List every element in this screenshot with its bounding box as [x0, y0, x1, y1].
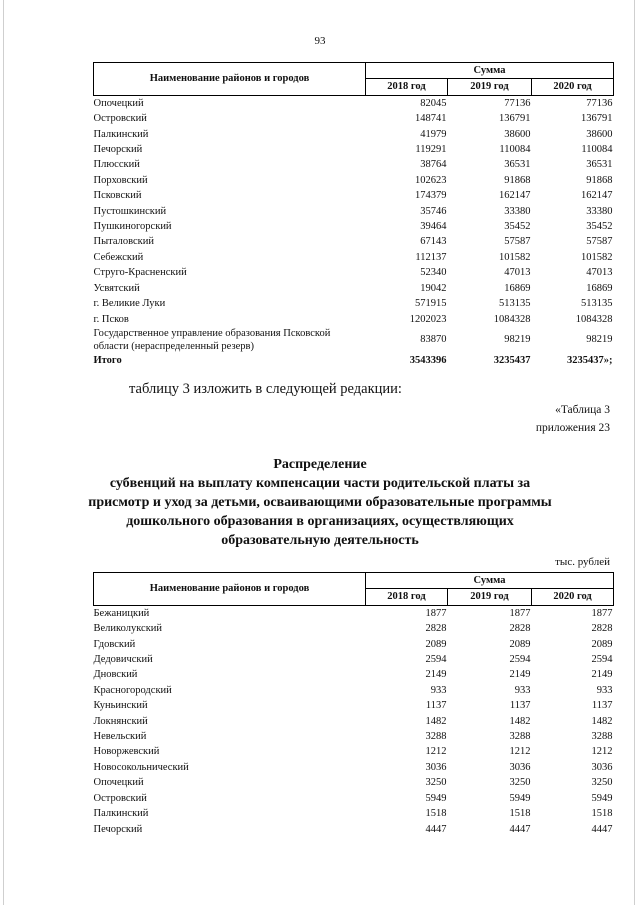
value-cell-2018: 67143	[420, 236, 447, 248]
value-cell-2019: 36531	[504, 159, 531, 171]
row-name-cell: Палкинский	[93, 808, 149, 820]
value-cell-2020: 101582	[581, 251, 613, 263]
value-cell-2020: 1084328	[575, 313, 613, 325]
column-header-2019: 2019 год	[448, 589, 532, 605]
table-row	[94, 637, 614, 652]
table-parental-fee-compensation	[93, 572, 614, 837]
value-cell-2018: 3250	[425, 777, 447, 789]
row-name-cell: г. Великие Луки	[93, 298, 166, 310]
table-row	[94, 327, 614, 353]
value-cell-2020: 1212	[591, 746, 613, 758]
row-name-cell: Печорский	[93, 823, 143, 835]
value-cell-2020: 3250	[591, 777, 613, 789]
column-header-sum: Сумма	[366, 63, 614, 79]
table-row	[94, 95, 614, 111]
row-name-cell: Новосокольнический	[93, 761, 189, 773]
row-name-cell: Гдовский	[93, 638, 136, 650]
value-cell-2018: 3288	[425, 731, 447, 743]
row-name-cell: Великолукский	[93, 623, 163, 635]
table-row	[94, 111, 614, 126]
table-row	[94, 605, 614, 621]
row-name-cell: Плюсский	[93, 159, 140, 171]
value-cell-2018: 1518	[425, 808, 447, 820]
value-cell-2019: 91868	[504, 174, 531, 186]
value-cell-2020: 57587	[586, 236, 613, 248]
value-cell-2018: 83870	[420, 334, 447, 346]
value-cell-2019: 33380	[504, 205, 531, 217]
table-row	[94, 127, 614, 142]
value-cell-2018: 52340	[420, 267, 447, 279]
row-name-cell: Псковский	[93, 190, 142, 202]
value-cell-2018: 112137	[415, 251, 447, 263]
table-row	[94, 250, 614, 265]
value-cell-2020: 2828	[591, 623, 613, 635]
row-name-cell: Пустошкинский	[93, 205, 167, 217]
row-name-cell: Себежский	[93, 251, 144, 263]
total-value-2019: 3235437	[493, 354, 531, 366]
value-cell-2020: 98219	[586, 334, 613, 346]
heading-line: субвенций на выплату компенсации части родительской платы за	[109, 476, 531, 491]
column-header-2018: 2018 год	[366, 589, 448, 605]
row-name-cell: Струго-Красненский	[93, 267, 187, 279]
table-row	[94, 173, 614, 188]
value-cell-2018: 19042	[420, 282, 447, 294]
table-row	[94, 683, 614, 698]
value-cell-2018: 2594	[425, 654, 447, 666]
row-name-cell: Куньинский	[93, 700, 148, 712]
table-row	[94, 265, 614, 280]
value-cell-2019: 3036	[509, 761, 531, 773]
units-label: тыс. рублей	[555, 556, 610, 568]
row-name-cell: Пыталовский	[93, 236, 154, 248]
heading-line: образовательную деятельность	[221, 533, 419, 548]
column-header-2020: 2020 год	[532, 589, 614, 605]
row-name-cell: Новоржевский	[93, 746, 160, 758]
column-header-2020: 2020 год	[532, 79, 614, 95]
value-cell-2018: 933	[430, 684, 447, 696]
value-cell-2020: 2089	[591, 638, 613, 650]
value-cell-2020: 33380	[586, 205, 613, 217]
value-cell-2020: 2149	[591, 669, 613, 681]
scan-edge-right	[634, 0, 635, 905]
table-row	[94, 204, 614, 219]
table-row	[94, 806, 614, 821]
value-cell-2020: 3288	[591, 731, 613, 743]
value-cell-2019: 35452	[504, 221, 531, 233]
value-cell-2020: 16869	[586, 282, 613, 294]
value-cell-2019: 77136	[504, 97, 531, 109]
value-cell-2018: 119291	[415, 144, 447, 156]
row-name-cell: Порховский	[93, 174, 148, 186]
value-cell-2018: 38764	[420, 159, 447, 171]
value-cell-2018: 2089	[425, 638, 447, 650]
value-cell-2018: 4447	[425, 823, 447, 835]
table-row	[94, 744, 614, 759]
table-row	[94, 714, 614, 729]
table-row	[94, 142, 614, 157]
value-cell-2019: 1518	[509, 808, 531, 820]
value-cell-2018: 5949	[425, 792, 447, 804]
total-value-2018: 3543396	[409, 354, 447, 366]
value-cell-2020: 933	[596, 684, 613, 696]
value-cell-2018: 1202023	[409, 313, 447, 325]
column-header-2018: 2018 год	[366, 79, 448, 95]
value-cell-2019: 16869	[504, 282, 531, 294]
column-header-2019: 2019 год	[448, 79, 532, 95]
table-row	[94, 667, 614, 682]
table-row	[94, 729, 614, 744]
value-cell-2020: 36531	[586, 159, 613, 171]
table-row	[94, 188, 614, 203]
table-row	[94, 775, 614, 790]
row-name-cell: Красногородский	[93, 684, 172, 696]
table-row	[94, 621, 614, 636]
value-cell-2018: 41979	[420, 128, 447, 140]
value-cell-2019: 1212	[509, 746, 531, 758]
total-row	[94, 353, 614, 368]
value-cell-2020: 1482	[591, 715, 613, 727]
value-cell-2019: 2828	[509, 623, 531, 635]
value-cell-2019: 57587	[504, 236, 531, 248]
value-cell-2019: 5949	[509, 792, 531, 804]
value-cell-2020: 2594	[591, 654, 613, 666]
table-row	[94, 652, 614, 667]
table-reference-line2: приложения 23	[535, 422, 610, 434]
value-cell-2020: 513135	[581, 298, 613, 310]
value-cell-2019: 2149	[509, 669, 531, 681]
value-cell-2019: 1877	[509, 607, 531, 619]
row-name-cell: Государственное управление образования Псковской области (нераспределенный резерв)	[93, 327, 331, 352]
value-cell-2019: 3250	[509, 777, 531, 789]
amendment-paragraph: таблицу 3 изложить в следующей редакции:	[129, 381, 402, 397]
value-cell-2019: 1084328	[493, 313, 531, 325]
value-cell-2020: 77136	[586, 97, 613, 109]
row-name-cell: Печорский	[93, 144, 143, 156]
value-cell-2018: 148741	[415, 113, 447, 125]
table-row	[94, 760, 614, 775]
row-name-cell: Пушкиногорский	[93, 221, 172, 233]
value-cell-2020: 35452	[586, 221, 613, 233]
table-row	[94, 296, 614, 311]
row-name-cell: Усвятский	[93, 282, 140, 294]
value-cell-2019: 110084	[499, 144, 531, 156]
value-cell-2020: 1137	[591, 700, 613, 712]
value-cell-2018: 3036	[425, 761, 447, 773]
heading-line: Распределение	[273, 457, 367, 472]
value-cell-2018: 1877	[425, 607, 447, 619]
value-cell-2018: 1137	[425, 700, 447, 712]
value-cell-2019: 2089	[509, 638, 531, 650]
value-cell-2018: 174379	[415, 190, 447, 202]
total-label: Итого	[93, 354, 122, 366]
value-cell-2019: 1482	[509, 715, 531, 727]
value-cell-2020: 136791	[581, 113, 613, 125]
value-cell-2020: 1518	[591, 808, 613, 820]
value-cell-2019: 2594	[509, 654, 531, 666]
table-row	[94, 791, 614, 806]
row-name-cell: Дновский	[93, 669, 138, 681]
value-cell-2018: 35746	[420, 205, 447, 217]
value-cell-2018: 2149	[425, 669, 447, 681]
value-cell-2020: 162147	[581, 190, 613, 202]
row-name-cell: Опочецкий	[93, 777, 144, 789]
row-name-cell: г. Псков	[93, 313, 129, 325]
value-cell-2020: 110084	[581, 144, 613, 156]
value-cell-2018: 2828	[425, 623, 447, 635]
value-cell-2019: 1137	[509, 700, 531, 712]
table-row	[94, 234, 614, 249]
value-cell-2019: 4447	[509, 823, 531, 835]
value-cell-2018: 1212	[425, 746, 447, 758]
column-header-name: Наименование районов и городов	[94, 573, 366, 606]
table-row	[94, 822, 614, 837]
row-name-cell: Локнянский	[93, 715, 148, 727]
value-cell-2020: 4447	[591, 823, 613, 835]
table-row	[94, 312, 614, 327]
value-cell-2018: 1482	[425, 715, 447, 727]
row-name-cell: Островский	[93, 113, 147, 125]
row-name-cell: Дедовичский	[93, 654, 153, 666]
value-cell-2019: 101582	[499, 251, 531, 263]
value-cell-2019: 3288	[509, 731, 531, 743]
scan-edge-left	[3, 0, 4, 905]
table-row	[94, 219, 614, 234]
value-cell-2019: 513135	[499, 298, 531, 310]
value-cell-2019: 933	[514, 684, 531, 696]
section-heading	[80, 455, 560, 550]
heading-line: дошкольного образования в организациях, осуществляющих	[126, 514, 514, 529]
table-row	[94, 281, 614, 296]
value-cell-2019: 38600	[504, 128, 531, 140]
table-row	[94, 157, 614, 172]
value-cell-2018: 39464	[420, 221, 447, 233]
table-row	[94, 698, 614, 713]
row-name-cell: Палкинский	[93, 128, 149, 140]
row-name-cell: Бежаницкий	[93, 607, 150, 619]
column-header-sum: Сумма	[366, 573, 614, 589]
value-cell-2019: 98219	[504, 334, 531, 346]
total-value-2020: 3235437»;	[567, 354, 613, 366]
value-cell-2019: 136791	[499, 113, 531, 125]
value-cell-2018: 102623	[415, 174, 447, 186]
row-name-cell: Островский	[93, 792, 147, 804]
value-cell-2020: 5949	[591, 792, 613, 804]
table-subsidies-continued	[93, 62, 614, 368]
value-cell-2018: 571915	[415, 298, 447, 310]
value-cell-2018: 82045	[420, 97, 447, 109]
table-reference-line1: «Таблица 3	[555, 404, 610, 416]
value-cell-2020: 91868	[586, 174, 613, 186]
value-cell-2019: 47013	[504, 267, 531, 279]
value-cell-2019: 162147	[499, 190, 531, 202]
value-cell-2020: 47013	[586, 267, 613, 279]
row-name-cell: Опочецкий	[93, 97, 144, 109]
heading-line: присмотр и уход за детьми, осваивающими образовательные программы	[88, 495, 552, 510]
value-cell-2020: 3036	[591, 761, 613, 773]
page-number: 93	[314, 35, 326, 47]
value-cell-2020: 1877	[591, 607, 613, 619]
value-cell-2020: 38600	[586, 128, 613, 140]
column-header-name: Наименование районов и городов	[94, 63, 366, 96]
row-name-cell: Невельский	[93, 731, 147, 743]
